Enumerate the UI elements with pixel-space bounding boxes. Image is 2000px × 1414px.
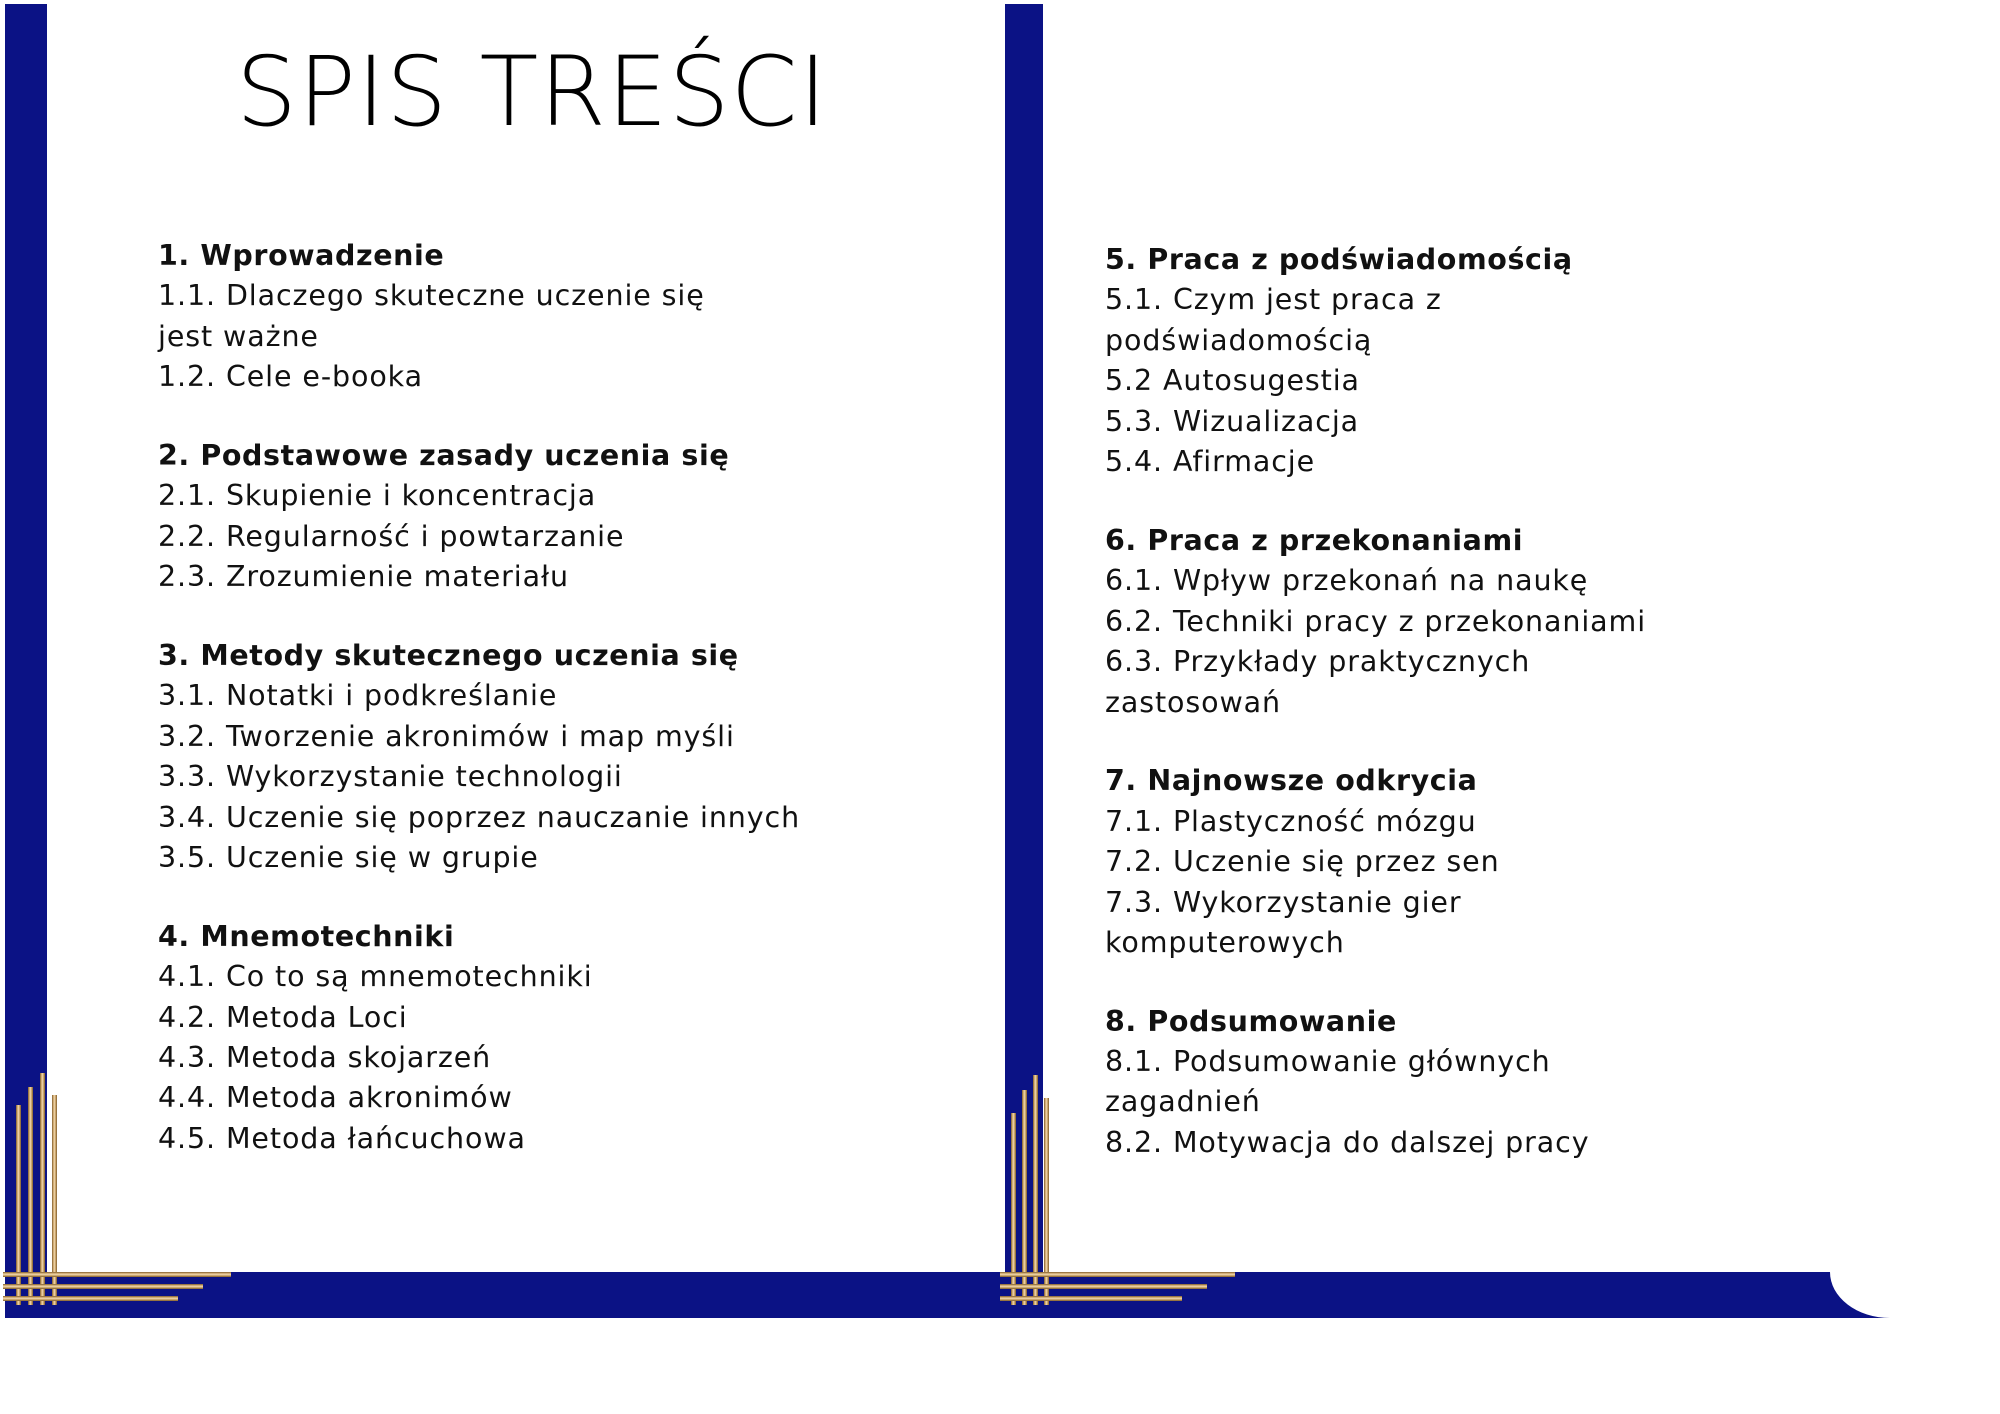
toc-section-item: 7.3. Wykorzystanie gier [1105, 885, 1462, 919]
toc-section [158, 436, 918, 598]
toc-section-item: 3.4. Uczenie się poprzez nauczanie innych [158, 800, 801, 834]
toc-section [1105, 521, 1795, 723]
toc-section-item: 7.1. Plastyczność mózgu [1105, 804, 1477, 838]
toc-section-item: 4.1. Co to są mnemotechniki [158, 960, 593, 994]
toc-section-item: zagadnień [1105, 1085, 1261, 1119]
toc-section-item: 5.3. Wizualizacja [1105, 404, 1360, 438]
toc-section-item: 8.2. Motywacja do dalszej pracy [1105, 1125, 1590, 1159]
toc-section-item: podświadomością [1105, 323, 1373, 357]
toc-section-item: 4.3. Metoda skojarzeń [158, 1040, 492, 1074]
toc-section-item: 5.1. Czym jest praca z [1105, 283, 1442, 317]
toc-section-item: zastosowań [1105, 685, 1282, 719]
toc-section-heading: 3. Metody skutecznego uczenia się [158, 638, 739, 672]
toc-section-heading: 5. Praca z podświadomością [1105, 243, 1573, 276]
toc-section-item: 5.4. Afirmacje [1105, 445, 1316, 479]
toc-section-item: 4.4. Metoda akronimów [158, 1081, 513, 1115]
toc-section-heading: 8. Podsumowanie [1105, 1004, 1397, 1038]
toc-section-item: 4.5. Metoda łańcuchowa [158, 1121, 526, 1155]
toc-section [158, 236, 918, 398]
toc-section-heading: 1. Wprowadzenie [158, 239, 445, 272]
toc-section [1105, 761, 1795, 963]
toc-section-item: 4.2. Metoda Loci [158, 1000, 408, 1034]
toc-section-item: 1.2. Cele e-booka [158, 360, 423, 394]
bottom-horizontal-bar [5, 1272, 1885, 1318]
toc-section-item: 6.1. Wpływ przekonań na naukę [1105, 564, 1589, 598]
toc-section-item: 6.2. Techniki pracy z przekonaniami [1105, 604, 1647, 638]
toc-section-heading: 7. Najnowsze odkrycia [1105, 764, 1478, 798]
toc-left-column [158, 236, 918, 1159]
toc-section [158, 917, 918, 1160]
toc-section-item: 5.2 Autosugestia [1105, 364, 1360, 398]
toc-right-column [1105, 240, 1795, 1163]
toc-section [158, 636, 918, 879]
toc-section-item: 2.1. Skupienie i koncentracja [158, 479, 597, 513]
toc-section-item: 2.3. Zrozumienie materiału [158, 560, 569, 594]
toc-section-heading: 6. Praca z przekonaniami [1105, 523, 1524, 557]
toc-section-item: 1.1. Dlaczego skuteczne uczenie się [158, 279, 705, 313]
toc-section-heading: 2. Podstawowe zasady uczenia się [158, 438, 730, 472]
toc-section-heading: 4. Mnemotechniki [158, 919, 455, 953]
toc-section-item: 3.5. Uczenie się w grupie [158, 841, 539, 875]
toc-section-item: 3.1. Notatki i podkreślanie [158, 679, 558, 713]
toc-section-item: 8.1. Podsumowanie głównych [1105, 1044, 1551, 1078]
toc-section-item: 3.3. Wykorzystanie technologii [158, 760, 623, 794]
toc-section-item: komputerowych [1105, 926, 1345, 960]
toc-section-item: 2.2. Regularność i powtarzanie [158, 519, 625, 553]
page-title: SPIS TREŚCI [236, 36, 828, 148]
toc-section [1105, 240, 1795, 483]
toc-section [1105, 1002, 1795, 1164]
toc-section-item: jest ważne [158, 319, 319, 353]
toc-section-item: 7.2. Uczenie się przez sen [1105, 845, 1500, 879]
toc-section-item: 6.3. Przykłady praktycznych [1105, 645, 1531, 679]
toc-section-item: 3.2. Tworzenie akronimów i map myśli [158, 719, 735, 753]
